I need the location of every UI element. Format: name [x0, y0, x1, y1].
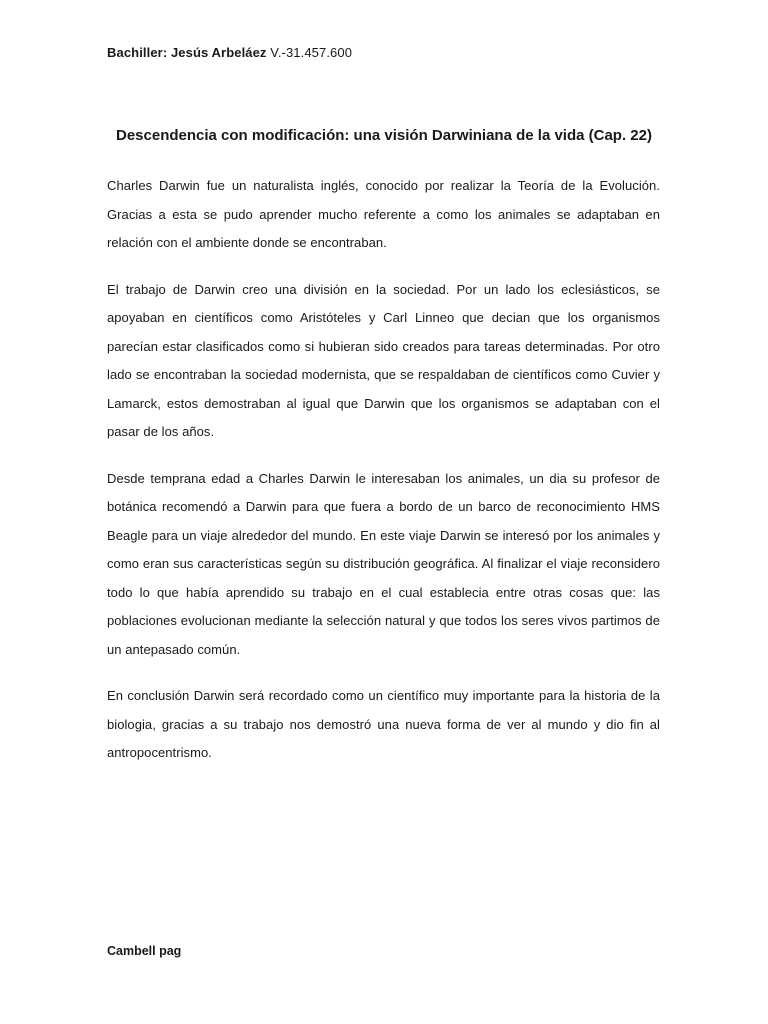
author-header	[107, 45, 352, 60]
author-id: V.-31.457.600	[266, 45, 353, 60]
document-title: Descendencia con modificación: una visión Darwiniana de la vida (Cap. 22)	[116, 127, 652, 144]
document-body	[107, 172, 660, 786]
footer-reference: Cambell pag	[107, 944, 182, 958]
paragraph-society: El trabajo de Darwin creo una división en la sociedad. Por un lado los eclesiásticos, se apoyaban en científicos como Aristóteles y Carl Linneo que decian que los organismos parecían estar clasificados como si hubieran sido creados para tareas determinadas. Por otro lado se encontraban la sociedad modernista, que se respaldaban de científicos como Cuvier y Lamarck, estos demostraban al igual que Darwin que los organismos se adaptaban con el pasar de los años.	[107, 281, 660, 439]
paragraph-voyage: Desde temprana edad a Charles Darwin le interesaban los animales, un dia su profesor de botánica recomendó a Darwin para que fuera a bordo de un barco de reconocimiento HMS Beagle para un viaje alrededor del mundo. En este viaje Darwin se interesó por los animales y como eran sus características según su distribución geográfica. Al finalizar el viaje reconsidero todo lo que había aprendido su trabajo en el cual establecia entre otras cosas que: las poblaciones evolucionan mediante la selección natural y que todos los seres vivos partimos de un antepasado común.	[107, 470, 660, 657]
paragraph-conclusion: En conclusión Darwin será recordado como un científico muy importante para la historia de la biologia, gracias a su trabajo nos demostró una nueva forma de ver al mundo y dio fin al antropocentrismo.	[107, 688, 660, 760]
author-name: Bachiller: Jesús Arbeláez	[107, 45, 267, 60]
paragraph-intro: Charles Darwin fue un naturalista inglés, conocido por realizar la Teoría de la Evolución. Gracias a esta se pudo aprender mucho referente a como los animales se adaptaban en relación con el ambiente donde se encontraban.	[107, 178, 660, 250]
